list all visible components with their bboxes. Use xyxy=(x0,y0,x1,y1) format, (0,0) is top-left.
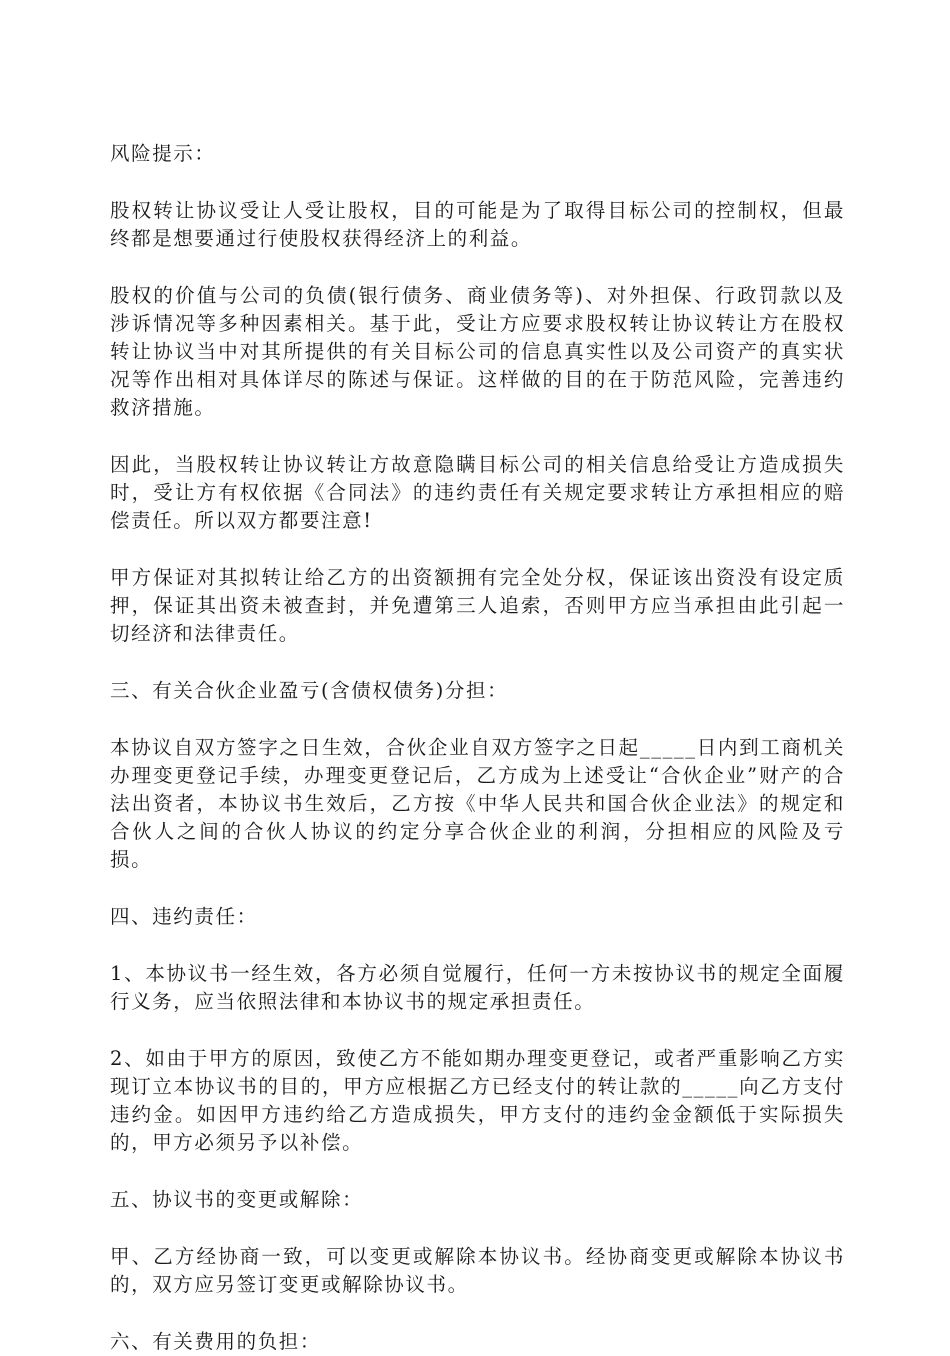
section-5-heading: 五、协议书的变更或解除： xyxy=(110,1188,364,1211)
section-6-heading: 六、有关费用的负担： xyxy=(110,1330,322,1353)
section-3-paragraph: 本协议自双方签字之日生效，合伙企业自双方签字之日起_____日内到工商机关办理变更登记手续，办理变更登记后，乙方成为上述受让“合伙企业”财产的合法出资者，本协议书生效后，乙方按《中华人民共和国合伙企业法》的规定和合伙人之间的合伙人协议的约定分享合伙企业的利润，分担相应的风险及亏损。 xyxy=(110,736,845,871)
section-4-clause-2: 2、如由于甲方的原因，致使乙方不能如期办理变更登记，或者严重影响乙方实现订立本协议书的目的，甲方应根据乙方已经支付的转让款的_____向乙方支付违约金。如因甲方违约给乙方造成损失，甲方支付的违约金金额低于实际损失的，甲方必须另予以补偿。 xyxy=(110,1047,845,1154)
section-3-heading: 三、有关合伙企业盈亏(含债权债务)分担： xyxy=(110,679,509,702)
section-4-heading: 四、违约责任： xyxy=(110,905,258,928)
guarantee-paragraph: 甲方保证对其拟转让给乙方的出资额拥有完全处分权，保证该出资没有设定质押，保证其出资未被查封，并免遭第三人追索，否则甲方应当承担由此引起一切经济和法律责任。 xyxy=(110,566,845,645)
risk-paragraph-1: 股权转让协议受让人受让股权，目的可能是为了取得目标公司的控制权，但最终都是想要通过行使股权获得经济上的利益。 xyxy=(110,199,845,250)
section-4-clause-1: 1、本协议书一经生效，各方必须自觉履行，任何一方未按协议书的规定全面履行义务，应当依照法律和本协议书的规定承担责任。 xyxy=(110,962,845,1013)
section-5-paragraph: 甲、乙方经协商一致，可以变更或解除本协议书。经协商变更或解除本协议书的，双方应另签订变更或解除协议书。 xyxy=(110,1245,845,1296)
document-page xyxy=(110,140,845,1356)
risk-paragraph-2: 股权的价值与公司的负债(银行债务、商业债务等)、对外担保、行政罚款以及涉诉情况等多种因素相关。基于此，受让方应要求股权转让协议转让方在股权转让协议当中对其所提供的有关目标公司的信息真实性以及公司资产的真实状况等作出相对具体详尽的陈述与保证。这样做的目的在于防范风险，完善违约救济措施。 xyxy=(110,284,845,419)
risk-paragraph-3: 因此，当股权转让协议转让方故意隐瞒目标公司的相关信息给受让方造成损失时，受让方有权依据《合同法》的违约责任有关规定要求转让方承担相应的赔偿责任。所以双方都要注意! xyxy=(110,453,845,532)
risk-heading: 风险提示： xyxy=(110,142,216,165)
